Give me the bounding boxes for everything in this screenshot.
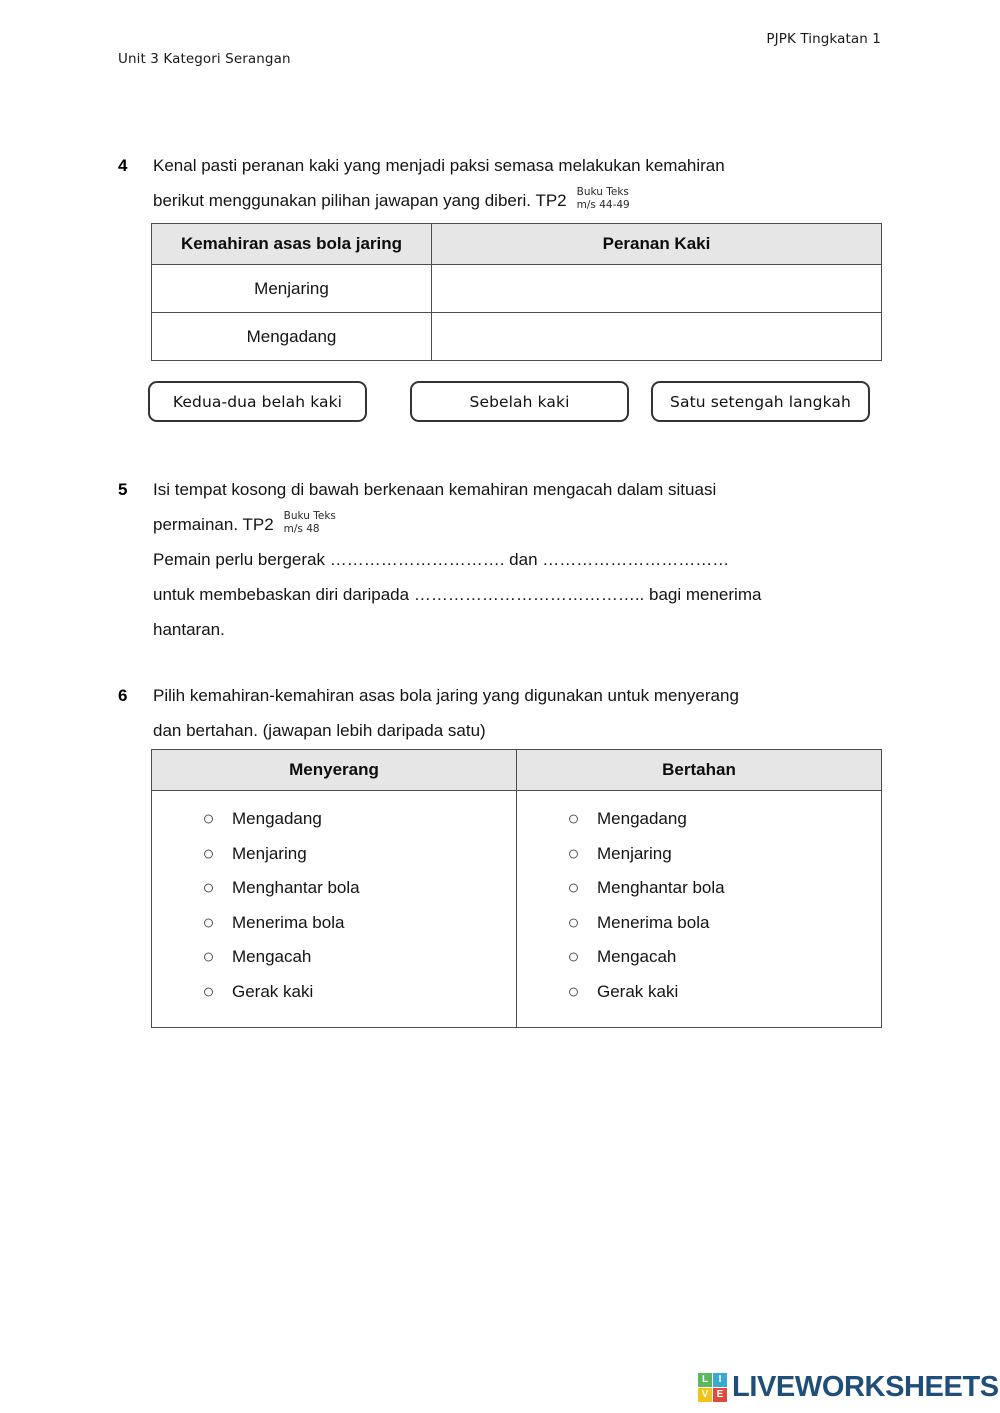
list-item[interactable] [569,802,881,837]
list-item-label: Menghantar bola [232,878,360,897]
question-5-blank-line-1[interactable]: Pemain perlu bergerak …………………………. dan …………………………… [153,550,730,569]
list-item[interactable] [204,975,516,1010]
list-item-label: Menerima bola [232,912,345,932]
radio-circle-icon[interactable] [569,884,578,893]
radio-circle-icon[interactable] [204,884,213,893]
list-item[interactable] [569,837,881,872]
header-unit-title: Unit 3 Kategori Serangan [118,51,291,67]
question-5-line-2: permainan. TP2 [153,515,274,534]
radio-circle-icon[interactable] [569,849,578,858]
question-4-line-2: berikut menggunakan pilihan jawapan yang diberi. TP2 [153,191,567,210]
question-4-reference [577,186,630,212]
question-4-line-1: Kenal pasti peranan kaki yang menjadi paksi semasa melakukan kemahiran [153,156,725,175]
question-4-number: 4 [118,156,128,175]
radio-circle-icon[interactable] [204,849,213,858]
question-6-text [153,678,888,748]
list-item[interactable] [204,871,516,906]
question-4-table [151,223,882,361]
table-header-row [152,224,882,265]
question-4-line-2-wrap [153,183,888,218]
list-item-label: Gerak kaki [597,981,679,1001]
question-5-line-2-wrap [153,507,888,542]
question-5-reference [284,510,336,536]
liveworksheets-wordmark: LIVEWORKSHEETS [732,1370,999,1403]
question-5-line-1: Isi tempat kosong di bawah berkenaan kemahiran mengacah dalam situasi [153,480,717,499]
question-5-ref-line-1: Buku Teks [283,509,336,522]
answer-blank-cell[interactable] [432,313,882,361]
list-item-label: Gerak kaki [232,981,314,1001]
table-header-row [152,750,882,791]
column-header-foot-role: Peranan Kaki [432,224,882,265]
radio-circle-icon[interactable] [204,815,213,824]
list-item-label: Mengadang [597,809,687,828]
skill-name-cell: Mengadang [152,313,432,361]
column-header-bertahan: Bertahan [517,750,882,791]
logo-tile-v: V [698,1388,712,1402]
list-item-label: Mengacah [232,947,312,966]
table-row [152,791,882,1028]
radio-circle-icon[interactable] [204,987,213,996]
question-4-ref-line-1: Buku Teks [576,185,629,198]
option-button-satu-setengah-langkah[interactable]: Satu setengah langkah [651,381,870,422]
column-header-menyerang: Menyerang [152,750,517,791]
attack-options-cell [152,791,517,1028]
list-item[interactable] [204,802,516,837]
option-button-sebelah-kaki[interactable]: Sebelah kaki [410,381,629,422]
list-item[interactable] [569,975,881,1010]
question-5-blank-line-2[interactable]: untuk membebaskan diri daripada ………………………………….. bagi menerima [153,585,762,604]
list-item-label: Menerima bola [597,912,710,932]
list-item[interactable] [204,837,516,872]
liveworksheets-logo[interactable] [698,1370,999,1404]
table-row [152,265,882,313]
answer-blank-cell[interactable] [432,265,882,313]
attack-checkbox-list [152,802,516,1009]
question-6-line-2: dan bertahan. (jawapan lebih daripada satu) [153,721,486,740]
list-item[interactable] [204,906,516,941]
question-6-number: 6 [118,686,128,705]
list-item-label: Menjaring [597,843,672,863]
question-5-blank-line-3: hantaran. [153,620,225,639]
radio-circle-icon[interactable] [569,953,578,962]
skill-name-cell: Menjaring [152,265,432,313]
list-item-label: Menghantar bola [597,878,725,897]
option-button-kedua-dua-belah-kaki[interactable]: Kedua-dua belah kaki [148,381,367,422]
defend-options-cell [517,791,882,1028]
question-4-option-row [148,381,888,424]
question-5 [118,472,888,647]
list-item[interactable] [569,871,881,906]
question-6-table [151,749,882,1028]
list-item-label: Mengacah [597,947,677,966]
list-item-label: Mengadang [232,809,322,828]
question-5-text [153,472,888,647]
question-5-number: 5 [118,480,128,499]
question-4-text [153,148,888,218]
list-item[interactable] [569,940,881,975]
question-6-line-1: Pilih kemahiran-kemahiran asas bola jaring yang digunakan untuk menyerang [153,686,739,705]
table-row [152,313,882,361]
defend-checkbox-list [517,802,881,1009]
question-6 [118,678,888,748]
radio-circle-icon[interactable] [569,987,578,996]
header-subject-title: PJPK Tingkatan 1 [766,31,881,47]
logo-tile-l: L [698,1373,712,1387]
question-4 [118,148,888,218]
logo-tile-i: I [713,1373,727,1387]
column-header-skill: Kemahiran asas bola jaring [152,224,432,265]
radio-circle-icon[interactable] [569,918,578,927]
question-4-ref-line-2: m/s 44-49 [576,198,630,211]
liveworksheets-tiles-icon [698,1373,727,1402]
list-item-label: Menjaring [232,843,307,863]
question-5-ref-line-2: m/s 48 [283,522,320,535]
radio-circle-icon[interactable] [569,815,578,824]
logo-tile-e: E [713,1388,727,1402]
radio-circle-icon[interactable] [204,953,213,962]
list-item[interactable] [569,906,881,941]
radio-circle-icon[interactable] [204,918,213,927]
list-item[interactable] [204,940,516,975]
